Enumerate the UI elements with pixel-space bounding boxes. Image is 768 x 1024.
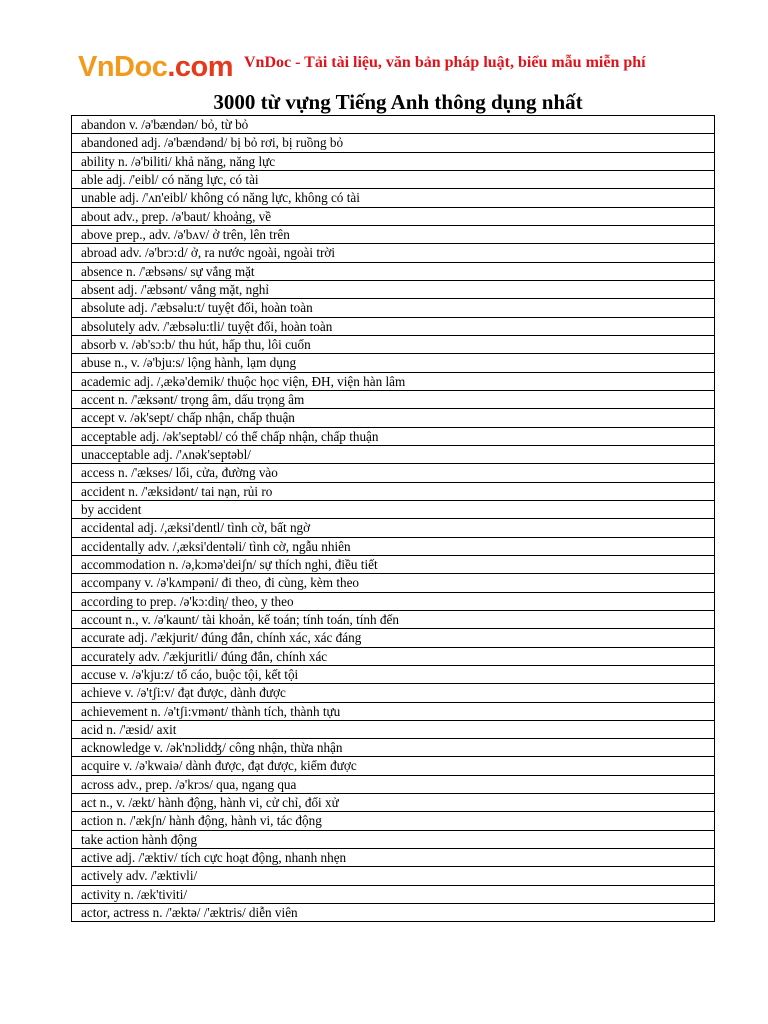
vocabulary-row: accurate adj. /'ækjurit/ đúng đắn, chính xác, xác đáng [72,629,714,647]
vocabulary-row: take action hành động [72,831,714,849]
vocabulary-row: access n. /'ækses/ lối, cửa, đường vào [72,464,714,482]
vocabulary-row: by accident [72,501,714,519]
vocabulary-row: across adv., prep. /ə'krɔs/ qua, ngang qua [72,776,714,794]
vocabulary-row: according to prep. /ə'kɔ:diɳ/ theo, y theo [72,593,714,611]
vocabulary-row: acquire v. /ə'kwaiə/ dành được, đạt được, kiếm được [72,757,714,775]
vocabulary-row: abuse n., v. /ə'bju:s/ lộng hành, lạm dụng [72,354,714,372]
vocabulary-row: accidental adj. /,æksi'dentl/ tình cờ, bất ngờ [72,519,714,537]
vocabulary-row: accent n. /'æksənt/ trọng âm, dấu trọng âm [72,391,714,409]
vocabulary-row: action n. /'ækʃn/ hành động, hành vi, tác động [72,812,714,830]
vocabulary-row: account n., v. /ə'kaunt/ tài khoản, kế toán; tính toán, tính đến [72,611,714,629]
vocabulary-row: absorb v. /əb'sɔ:b/ thu hút, hấp thu, lôi cuốn [72,336,714,354]
vocabulary-row: accompany v. /ə'kʌmpəni/ đi theo, đi cùng, kèm theo [72,574,714,592]
vocabulary-row: absolute adj. /'æbsəlu:t/ tuyệt đối, hoàn toàn [72,299,714,317]
logo-text-vndoc: VnDoc [78,51,168,83]
vocabulary-row: act n., v. /ækt/ hành động, hành vi, cử chỉ, đối xử [72,794,714,812]
vocabulary-row: acceptable adj. /ək'septəbl/ có thể chấp nhận, chấp thuận [72,428,714,446]
vocabulary-row: unable adj. /'ʌn'eibl/ không có năng lực, không có tài [72,189,714,207]
document-title: 3000 từ vựng Tiếng Anh thông dụng nhất [213,90,583,114]
vocabulary-row: acknowledge v. /ək'nɔlidʤ/ công nhận, thừa nhận [72,739,714,757]
vocabulary-row: accidentally adv. /,æksi'dentəli/ tình cờ, ngẫu nhiên [72,538,714,556]
header-tagline: VnDoc - Tải tài liệu, văn bản pháp luật, biểu mẫu miễn phí [244,54,646,71]
vocabulary-row: achieve v. /ə'tʃi:v/ đạt được, dành được [72,684,714,702]
vocabulary-row: abandon v. /ə'bændən/ bỏ, từ bỏ [72,116,714,134]
site-header [78,42,233,82]
vocabulary-row: accommodation n. /ə,kɔmə'deiʃn/ sự thích nghi, điều tiết [72,556,714,574]
vocabulary-row: abroad adv. /ə'brɔ:d/ ở, ra nước ngoài, ngoài trời [72,244,714,262]
vndoc-logo[interactable] [78,53,233,82]
vocabulary-row: ability n. /ə'biliti/ khả năng, năng lực [72,153,714,171]
vocabulary-row: accuse v. /ə'kju:z/ tố cáo, buộc tội, kết tội [72,666,714,684]
vocabulary-table [71,115,715,922]
vocabulary-row: accident n. /'æksidənt/ tai nạn, rủi ro [72,483,714,501]
vocabulary-row: achievement n. /ə'tʃi:vmənt/ thành tích, thành tựu [72,703,714,721]
vocabulary-row: accept v. /ək'sept/ chấp nhận, chấp thuận [72,409,714,427]
vocabulary-row: academic adj. /,ækə'demik/ thuộc học viện, ĐH, viện hàn lâm [72,373,714,391]
vocabulary-row: above prep., adv. /ə'bʌv/ ở trên, lên trên [72,226,714,244]
vocabulary-row: accurately adv. /'ækjuritli/ đúng đắn, chính xác [72,648,714,666]
vocabulary-row: active adj. /'æktiv/ tích cực hoạt động, nhanh nhẹn [72,849,714,867]
vocabulary-row: able adj. /'eibl/ có năng lực, có tài [72,171,714,189]
vocabulary-row: absence n. /'æbsəns/ sự vắng mặt [72,263,714,281]
vocabulary-row: activity n. /æk'tiviti/ [72,886,714,904]
vocabulary-row: absent adj. /'æbsənt/ vắng mặt, nghỉ [72,281,714,299]
vocabulary-row: actor, actress n. /'æktə/ /'æktris/ diễn viên [72,904,714,922]
vocabulary-row: absolutely adv. /'æbsəlu:tli/ tuyệt đối, hoàn toàn [72,318,714,336]
vocabulary-row: acid n. /'æsid/ axit [72,721,714,739]
vocabulary-row: about adv., prep. /ə'baut/ khoảng, về [72,208,714,226]
logo-text-com: .com [167,51,234,83]
vocabulary-row: actively adv. /'æktivli/ [72,867,714,885]
vocabulary-row: abandoned adj. /ə'bændənd/ bị bỏ rơi, bị ruồng bỏ [72,134,714,152]
vocabulary-row: unacceptable adj. /'ʌnək'septəbl/ [72,446,714,464]
